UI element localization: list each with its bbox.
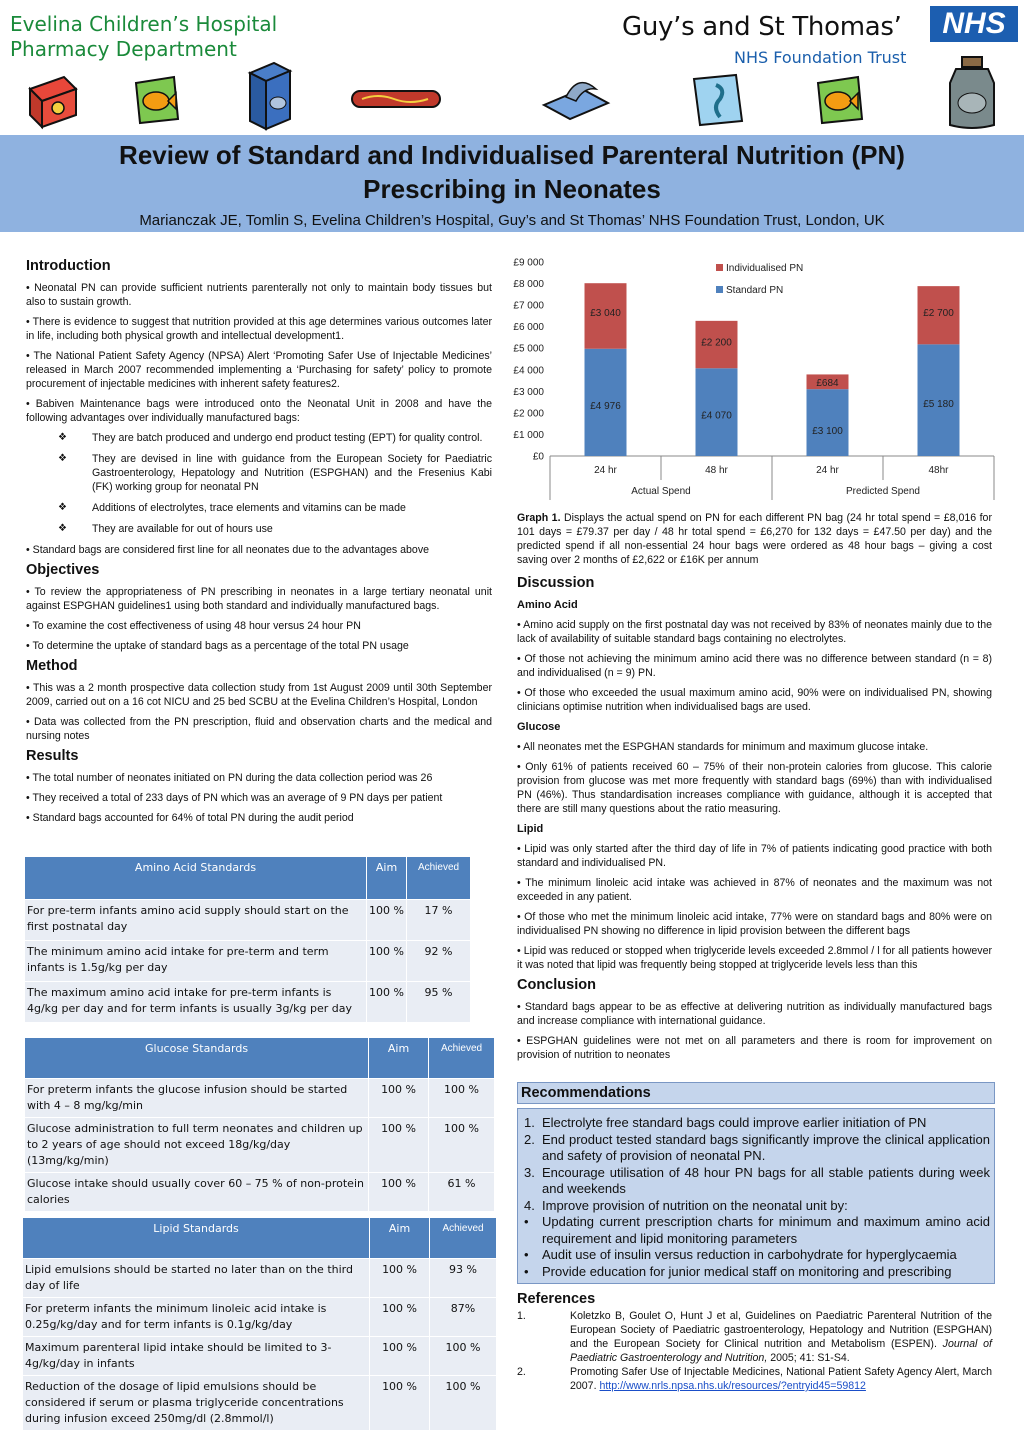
fish-tile-icon	[132, 73, 182, 127]
table-cell: 100 %	[370, 1336, 430, 1375]
table-cell: 100 %	[430, 1375, 497, 1430]
intro-sub-4	[26, 522, 492, 536]
recommendations-box	[517, 1108, 995, 1284]
sub-text: Additions of electrolytes, trace elements and vitamins can be made	[92, 502, 406, 514]
title-line1: Review of Standard and Individualised Parenteral Nutrition (PN)	[119, 140, 905, 170]
seahorse-tile-icon	[690, 71, 746, 129]
reference-2	[517, 1365, 992, 1393]
x-tick-label: 24 hr	[594, 465, 617, 476]
group-label: Actual Spend	[631, 486, 691, 497]
disc-g2: • Only 61% of patients received 60 – 75% of their non-protein calories from glucose. This calorie provision from glucose was met more frequently with standard bags (69%) than with individualised PN (46%). Thus standardisation increases compliance with guidance, although it is accepted that there are still many questions about the ratio measuring.	[517, 761, 992, 815]
recommendations-heading: Recommendations	[517, 1082, 995, 1104]
table-header: Achieved	[429, 1038, 495, 1078]
list-text: Audit use of insulin versus reduction in carbohydrate for hyperglycaemia	[542, 1247, 957, 1262]
data-label: £2 200	[701, 337, 732, 349]
list-marker: 4.	[524, 1197, 535, 1213]
ref-volume: 2005; 41: S1-S4.	[767, 1352, 850, 1364]
results-p1: • The total number of neonates initiated on PN during the data collection period was 26	[26, 772, 433, 784]
y-tick-label: £3 000	[513, 386, 544, 398]
amino-subheading: Amino Acid	[517, 599, 578, 611]
concl-p2: • ESPGHAN guidelines were not met on all parameters and there is room for improvement on provision of nutrition to neonates	[517, 1035, 992, 1061]
table-cell: 95 %	[407, 981, 471, 1022]
data-label: £3 040	[590, 308, 621, 320]
jar-icon	[942, 55, 1002, 133]
lipid-subheading: Lipid	[517, 823, 544, 835]
table-cell: 100 %	[369, 1078, 429, 1117]
glucose-table	[25, 1038, 495, 1211]
y-tick-label: £5 000	[513, 343, 544, 355]
trust-subtitle: NHS Foundation Trust	[734, 48, 907, 67]
table-header: Aim	[367, 857, 407, 899]
y-tick-label: £9 000	[513, 257, 544, 269]
disc-a1: • Amino acid supply on the first postnatal day was not received by 83% of neonates mainly due to the lack of availability of suitable standard bags containing no electrolytes.	[517, 619, 992, 645]
org-line2: Pharmacy Department	[10, 37, 237, 61]
disc-l4: • Lipid was reduced or stopped when triglyceride levels exceeded 2.8mmol / l for all patients however it was noted that lipid was frequently being stopped at triglyceride levels less than this	[517, 945, 992, 971]
references	[517, 1292, 992, 1393]
list-text: End product tested standard bags significantly improve the clinical application and safety of provision of neonatal PN.	[542, 1131, 990, 1163]
right-column	[517, 570, 992, 1068]
references-heading: References	[517, 1291, 596, 1307]
intro-p4: • Babiven Maintenance bags were introduced onto the Neonatal Unit in 2008 and have the following advantages over individually manufactured bags:	[26, 398, 492, 424]
intro-sub-2	[26, 452, 492, 494]
disc-l1: • Lipid was only started after the third day of life in 7% of patients indicating good practice with both standard and individualised PN.	[517, 843, 992, 869]
list-item	[522, 1264, 990, 1281]
table-cell: 100 %	[367, 940, 407, 981]
list-marker: •	[524, 1214, 529, 1229]
intro-p3: • The National Patient Safety Agency (NPSA) Alert ‘Promoting Safer Use of Injectable Medicines’ released in March 2007 recommended implementing a ‘Purchasing for safety’ policy to promote procurement of injectable medicines with inherent safety features2.	[26, 350, 492, 390]
poster-title	[0, 135, 1024, 206]
lipid-table	[23, 1218, 497, 1430]
trust-name: Guy’s and St Thomas’	[622, 12, 902, 42]
diamond-bullet-icon: ❖	[58, 502, 67, 513]
discussion-heading: Discussion	[517, 575, 595, 591]
list-text: Electrolyte free standard bags could improve earlier initiation of PN	[542, 1115, 927, 1130]
sub-text: They are devised in line with guidance from the European Society for Paediatric Gastroenterology, Hepatology and Nutrition (ESPGHAN) and the Fresenius Kabi (FK) working group for neonatal PN	[92, 453, 492, 493]
list-text: Improve provision of nutrition on the neonatal unit by:	[542, 1197, 848, 1213]
table-cell: 17 %	[407, 899, 471, 940]
chart-bar	[807, 389, 849, 456]
results-p2: • They received a total of 233 days of PN which was an average of 9 PN days per patient	[26, 792, 443, 804]
ref-title: Promoting Safer Use of Injectable Medicines, National Patient Safety Agency Alert, March 2007.	[570, 1366, 992, 1392]
intro-sub-3	[26, 501, 492, 515]
list-marker: 3.	[524, 1164, 535, 1180]
table-cell: For preterm infants the glucose infusion should be started with 4 – 8 mg/kg/min	[25, 1078, 369, 1117]
ref-text	[570, 1365, 992, 1393]
data-label: £2 700	[923, 307, 954, 319]
dolphin-tile-icon	[540, 67, 612, 123]
spend-chart	[508, 252, 1004, 502]
org-line1: Evelina Children’s Hospital	[10, 12, 278, 36]
table-cell: Glucose intake should usually cover 60 – 75 % of non-protein calories	[25, 1172, 369, 1211]
list-item	[522, 1132, 990, 1165]
table-cell: 100 %	[367, 981, 407, 1022]
list-item	[522, 1214, 990, 1247]
list-item	[522, 1165, 990, 1198]
x-tick-label: 48hr	[928, 465, 949, 476]
nhs-logo: NHS	[930, 6, 1018, 42]
y-tick-label: £4 000	[513, 365, 544, 377]
table-cell: 100 %	[370, 1258, 430, 1297]
list-marker: •	[524, 1247, 529, 1262]
table-cell: The minimum amino acid intake for pre-term and term infants is 1.5g/kg per day	[25, 940, 367, 981]
y-tick-label: £6 000	[513, 322, 544, 334]
conclusion-heading: Conclusion	[517, 977, 596, 993]
list-item	[522, 1198, 990, 1215]
reference-link[interactable]: http://www.nrls.npsa.nhs.uk/resources/?entryid45=59812	[599, 1380, 866, 1392]
table-cell: 93 %	[430, 1258, 497, 1297]
obj-p1: • To review the appropriateness of PN prescribing in neonates in a large tertiary neonatal unit against ESPGHAN guidelines1 using both standard and individually manufactured bags.	[26, 586, 492, 612]
x-tick-label: 24 hr	[816, 465, 839, 476]
graph-caption	[517, 511, 992, 567]
caption-text: Displays the actual spend on PN for each different PN bag (24 hr total spend = £8,016 for 101 days = £79.37 per day / 48 hr total spend = £6,270 for 132 days = £47.50 per day) and the predicted spend if all non-essential 24 hour bags were ordered as 48 hour bags – giving a cost saving over 2 months of £2,622 or £16K per annum	[517, 512, 992, 566]
method-p1: • This was a 2 month prospective data collection study from 1st August 2009 until 30th September 2009, carried out on a 16 cot NICU and 25 bed SCBU at the Evelina Children’s Hospital, London	[26, 682, 492, 708]
data-label: £4 070	[701, 410, 732, 422]
table-header: Glucose Standards	[25, 1038, 369, 1078]
disc-a2: • Of those not achieving the minimum amino acid there was no difference between standard (n = 8) and individualised (n = 9) PN.	[517, 653, 992, 679]
glucose-subheading: Glucose	[517, 721, 561, 733]
box-icon	[24, 71, 80, 131]
data-label: £684	[816, 378, 839, 390]
data-label: £4 976	[590, 401, 621, 413]
legend-label: Standard PN	[726, 285, 784, 296]
ref-authors: Koletzko B, Goulet O, Hunt J et al, Guidelines on Paediatric Parenteral Nutrition of the European Society of Paediatric gastroenterology, Hepatology and Nutrition (ESPGHAN) and the European Society for Clinical nutrition and Metabolism (ESPEN).	[570, 1310, 992, 1350]
table-cell: 100 %	[429, 1117, 495, 1172]
authors: Marianczak JE, Tomlin S, Evelina Children’s Hospital, Guy’s and St Thomas’ NHS Foundation Trust, London, UK	[139, 212, 885, 229]
intro-sub-1	[26, 431, 492, 445]
table-header: Achieved	[430, 1218, 497, 1258]
table-cell: 100 %	[367, 899, 407, 940]
sub-text: They are available for out of hours use	[92, 523, 273, 535]
legend-swatch	[716, 286, 723, 293]
title-line2: Prescribing in Neonates	[363, 174, 661, 204]
list-item	[522, 1247, 990, 1264]
obj-p2: • To examine the cost effectiveness of using 48 hour versus 24 hour PN	[26, 620, 361, 632]
decorative-icons	[0, 55, 1024, 135]
list-text: Encourage utilisation of 48 hour PN bags for all stable patients during week and weekends	[542, 1164, 990, 1196]
y-tick-label: £2 000	[513, 408, 544, 420]
list-item	[522, 1115, 990, 1132]
list-marker: •	[524, 1263, 529, 1279]
table-cell: 100 %	[369, 1117, 429, 1172]
table-cell: The maximum amino acid intake for pre-term infants is 4g/kg per day and for term infants is usually 3g/kg per day	[25, 981, 367, 1022]
results-p3: • Standard bags accounted for 64% of total PN during the audit period	[26, 812, 354, 824]
table-header: Achieved	[407, 857, 471, 899]
diamond-bullet-icon: ❖	[58, 453, 67, 464]
x-tick-label: 48 hr	[705, 465, 728, 476]
table-cell: Lipid emulsions should be started no later than on the third day of life	[23, 1258, 370, 1297]
intro-p5: • Standard bags are considered first line for all neonates due to the advantages above	[26, 544, 430, 556]
table-cell: Reduction of the dosage of lipid emulsions should be considered if serum or plasma triglyceride concentrations during infusion exceed 250mg/dl (2.8mmol/l)	[23, 1375, 370, 1430]
table-header: Aim	[370, 1218, 430, 1258]
table-cell: For preterm infants the minimum linoleic acid intake is 0.25g/kg/day and for term infants is 0.1g/kg/day	[23, 1297, 370, 1336]
ref-text	[570, 1309, 992, 1365]
table-header: Amino Acid Standards	[25, 857, 367, 899]
left-column	[26, 253, 492, 831]
poster-header	[0, 0, 1024, 135]
group-label: Predicted Spend	[846, 486, 920, 497]
sub-text: They are batch produced and undergo end product testing (EPT) for quality control.	[92, 432, 483, 444]
table-cell: 100 %	[430, 1336, 497, 1375]
ref-journal: Journal of Paediatric Gastroenterology and Nutrition,	[570, 1338, 992, 1364]
method-heading: Method	[26, 658, 78, 674]
intro-p1: • Neonatal PN can provide sufficient nutrients parenterally not only to maintain body tissues but also to sustain growth.	[26, 282, 492, 308]
list-text: Provide education for junior medical staff on monitoring and prescribing	[542, 1263, 952, 1279]
list-marker: 1.	[524, 1115, 535, 1130]
diamond-bullet-icon: ❖	[58, 523, 67, 534]
table-cell: Glucose administration to full term neonates and children up to 2 years of age should not exceed 18g/kg/day (13mg/kg/min)	[25, 1117, 369, 1172]
y-tick-label: £1 000	[513, 429, 544, 441]
table-cell: 87%	[430, 1297, 497, 1336]
ref-number: 1.	[517, 1310, 526, 1322]
disc-g1: • All neonates met the ESPGHAN standards for minimum and maximum glucose intake.	[517, 741, 929, 753]
table-cell: Maximum parenteral lipid intake should be limited to 3-4g/kg/day in infants	[23, 1336, 370, 1375]
ref-number: 2.	[517, 1366, 526, 1378]
table-header: Aim	[369, 1038, 429, 1078]
disc-l2: • The minimum linoleic acid intake was achieved in 87% of neonates and the maximum was not exceeded in any patient.	[517, 877, 992, 903]
table-cell: 100 %	[369, 1172, 429, 1211]
whale-box-icon	[244, 59, 296, 133]
legend-swatch	[716, 264, 723, 271]
fish-tile-2-icon	[814, 73, 866, 127]
obj-p3: • To determine the uptake of standard bags as a percentage of the total PN usage	[26, 640, 409, 652]
reference-1	[517, 1309, 992, 1365]
introduction-heading: Introduction	[26, 258, 111, 274]
concl-p1: • Standard bags appear to be as effective at delivering nutrition as individually manufactured bags and increase compliance with international guidance.	[517, 1001, 992, 1027]
results-heading: Results	[26, 748, 79, 764]
y-tick-label: £8 000	[513, 279, 544, 291]
table-cell: 100 %	[370, 1375, 430, 1430]
list-text: Updating current prescription charts for minimum and maximum amino acid requirement and lipid monitoring parameters	[542, 1214, 990, 1246]
title-band	[0, 135, 1024, 232]
data-label: £5 180	[923, 399, 954, 411]
data-label: £3 100	[812, 426, 843, 438]
objectives-heading: Objectives	[26, 562, 100, 578]
table-cell: 100 %	[370, 1297, 430, 1336]
disc-a3: • Of those who exceeded the usual maximum amino acid, 90% were on individualised PN, showing clinicians optimise nutrition when individualised bags are used.	[517, 687, 992, 713]
table-cell: 92 %	[407, 940, 471, 981]
caption-label: Graph 1.	[517, 512, 561, 524]
table-cell: 61 %	[429, 1172, 495, 1211]
y-tick-label: £0	[532, 451, 544, 463]
legend-label: Individualised PN	[726, 263, 804, 274]
table-cell: 100 %	[429, 1078, 495, 1117]
intro-p2: • There is evidence to suggest that nutrition provided at this age determines various outcomes later in life, including both physical growth and intellectual development1.	[26, 316, 492, 342]
method-p2: • Data was collected from the PN prescription, fluid and observation charts and the medical and nursing notes	[26, 716, 492, 742]
table-header: Lipid Standards	[23, 1218, 370, 1258]
list-marker: 2.	[524, 1131, 535, 1147]
table-cell: For pre-term infants amino acid supply should start on the first postnatal day	[25, 899, 367, 940]
disc-l3: • Of those who met the minimum linoleic acid intake, 77% were on standard bags and 80% were on individualised PN showing no difference in lipid provision between the different bags	[517, 911, 992, 937]
y-tick-label: £7 000	[513, 300, 544, 312]
amino-acid-table	[25, 857, 471, 1022]
tube-icon	[348, 85, 446, 113]
diamond-bullet-icon: ❖	[58, 432, 67, 443]
